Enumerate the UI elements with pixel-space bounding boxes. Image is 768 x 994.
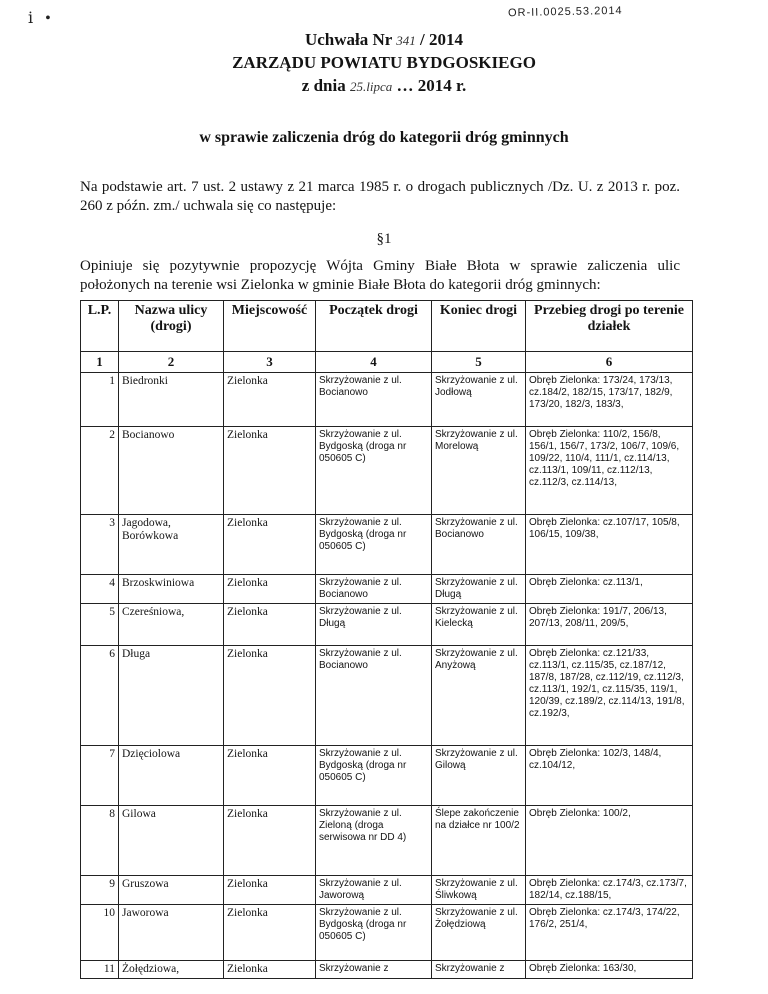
resolution-subject: w sprawie zaliczenia dróg do kategorii dróg gminnych <box>199 129 569 146</box>
row-lp: 11 <box>81 961 119 979</box>
row-street-name: Jagodowa, Borówkowa <box>119 515 224 575</box>
table-row <box>81 905 693 961</box>
row-street-name: Czereśniowa, <box>119 604 224 646</box>
row-road-end: Skrzyżowanie z ul. Śliwkową <box>432 876 526 905</box>
row-lp: 1 <box>81 373 119 427</box>
date-prefix: z dnia <box>301 76 346 95</box>
row-plots: Obręb Zielonka: 102/3, 148/4, cz.104/12, <box>526 746 693 806</box>
header-locality: Miejscowość <box>224 301 316 352</box>
row-plots: Obręb Zielonka: cz.113/1, <box>526 575 693 604</box>
legal-basis: Na podstawie art. 7 ust. 2 ustawy z 21 marca 1985 r. o drogach publicznych /Dz. U. z 2013 r. poz. 260 z późn. zm./ uchwala się co następuje: <box>80 179 680 214</box>
row-plots: Obręb Zielonka: cz.174/3, 174/22, 176/2, 251/4, <box>526 905 693 961</box>
row-plots: Obręb Zielonka: 173/24, 173/13, cz.184/2, 182/15, 173/17, 182/9, 173/20, 182/3, 183/3, <box>526 373 693 427</box>
table-row <box>81 575 693 604</box>
row-road-start: Skrzyżowanie z ul. Zieloną (droga serwisowa nr DD 4) <box>316 806 432 876</box>
table-header-row <box>81 301 693 352</box>
row-locality: Zielonka <box>224 746 316 806</box>
row-locality: Zielonka <box>224 905 316 961</box>
row-road-end: Skrzyżowanie z ul. Jodłową <box>432 373 526 427</box>
header-plots: Przebieg drogi po terenie działek <box>526 301 693 352</box>
row-lp: 10 <box>81 905 119 961</box>
column-number: 4 <box>316 352 432 373</box>
row-lp: 7 <box>81 746 119 806</box>
table-row <box>81 373 693 427</box>
table-row <box>81 646 693 746</box>
date-suffix: … 2014 r. <box>396 76 467 95</box>
table-row <box>81 746 693 806</box>
column-number: 6 <box>526 352 693 373</box>
row-lp: 2 <box>81 427 119 515</box>
row-road-end: Skrzyżowanie z <box>432 961 526 979</box>
row-plots: Obręb Zielonka: 163/30, <box>526 961 693 979</box>
row-locality: Zielonka <box>224 646 316 746</box>
row-street-name: Dzięciolowa <box>119 746 224 806</box>
row-locality: Zielonka <box>224 604 316 646</box>
roads-table <box>80 300 693 979</box>
row-street-name: Długa <box>119 646 224 746</box>
row-road-end: Skrzyżowanie z ul. Bocianowo <box>432 515 526 575</box>
row-lp: 8 <box>81 806 119 876</box>
row-road-start: Skrzyżowanie z ul. Bocianowo <box>316 575 432 604</box>
table-row <box>81 961 693 979</box>
row-road-start: Skrzyżowanie z ul. Bocianowo <box>316 646 432 746</box>
row-street-name: Jaworowa <box>119 905 224 961</box>
row-locality: Zielonka <box>224 373 316 427</box>
row-road-start: Skrzyżowanie z ul. Bocianowo <box>316 373 432 427</box>
row-street-name: Brzoskwiniowa <box>119 575 224 604</box>
row-road-end: Ślepe zakończenie na działce nr 100/2 <box>432 806 526 876</box>
row-locality: Zielonka <box>224 961 316 979</box>
row-plots: Obręb Zielonka: cz.107/17, 105/8, 106/15, 109/38, <box>526 515 693 575</box>
header-street-name: Nazwa ulicy (drogi) <box>119 301 224 352</box>
header-lp: L.P. <box>81 301 119 352</box>
row-street-name: Bocianowo <box>119 427 224 515</box>
section-marker: §1 <box>376 231 392 247</box>
row-plots: Obręb Zielonka: 110/2, 156/8, 156/1, 156/7, 173/2, 106/7, 109/6, 109/22, 110/4, 111/1, cz.114/13, cz.113/1, 109/11, cz.112/13, cz.112/3, cz.114/13, <box>526 427 693 515</box>
table-row <box>81 806 693 876</box>
row-lp: 4 <box>81 575 119 604</box>
table-row <box>81 515 693 575</box>
row-plots: Obręb Zielonka: cz.174/3, cz.173/7, 182/14, cz.188/15, <box>526 876 693 905</box>
date-handwritten: 25.lipca <box>349 79 393 94</box>
table-row <box>81 427 693 515</box>
row-road-end: Skrzyżowanie z ul. Gilową <box>432 746 526 806</box>
scan-marks: ⅰ • <box>28 10 51 27</box>
opinion-text: Opiniuje się pozytywnie propozycję Wójta Gminy Białe Błota w sprawie zaliczenia ulic położonych na terenie wsi Zielonka w gminie Białe Błota do kategorii dróg gminnych: <box>80 258 680 293</box>
row-road-end: Skrzyżowanie z ul. Długą <box>432 575 526 604</box>
column-number: 1 <box>81 352 119 373</box>
table-row <box>81 604 693 646</box>
resolution-label: Uchwała Nr <box>304 30 393 49</box>
row-road-start: Skrzyżowanie z <box>316 961 432 979</box>
row-street-name: Biedronki <box>119 373 224 427</box>
row-locality: Zielonka <box>224 876 316 905</box>
reference-number: OR-II.0025.53.2014 <box>507 4 623 20</box>
row-locality: Zielonka <box>224 515 316 575</box>
row-road-end: Skrzyżowanie z ul. Morelową <box>432 427 526 515</box>
row-road-start: Skrzyżowanie z ul. Jaworową <box>316 876 432 905</box>
row-lp: 3 <box>81 515 119 575</box>
header-road-start: Początek drogi <box>316 301 432 352</box>
row-locality: Zielonka <box>224 806 316 876</box>
row-lp: 9 <box>81 876 119 905</box>
row-road-end: Skrzyżowanie z ul. Żołędziową <box>432 905 526 961</box>
row-plots: Obręb Zielonka: 191/7, 206/13, 207/13, 208/11, 209/5, <box>526 604 693 646</box>
column-number: 2 <box>119 352 224 373</box>
row-lp: 6 <box>81 646 119 746</box>
resolution-year: / 2014 <box>420 30 464 49</box>
resolution-date <box>0 76 768 96</box>
row-road-end: Skrzyżowanie z ul. Anyżową <box>432 646 526 746</box>
header-road-end: Koniec drogi <box>432 301 526 352</box>
column-number: 3 <box>224 352 316 373</box>
board-name: ZARZĄDU POWIATU BYDGOSKIEGO <box>232 53 536 72</box>
row-locality: Zielonka <box>224 427 316 515</box>
row-locality: Zielonka <box>224 575 316 604</box>
row-road-end: Skrzyżowanie z ul. Kielecką <box>432 604 526 646</box>
row-street-name: Gruszowa <box>119 876 224 905</box>
resolution-title <box>0 30 768 50</box>
resolution-number-handwritten: 341 <box>396 33 416 48</box>
column-number: 5 <box>432 352 526 373</box>
row-road-start: Skrzyżowanie z ul. Bydgoską (droga nr 050605 C) <box>316 905 432 961</box>
row-road-start: Skrzyżowanie z ul. Bydgoską (droga nr 050605 C) <box>316 427 432 515</box>
column-number-row <box>81 352 693 373</box>
row-road-start: Skrzyżowanie z ul. Bydgoską (droga nr 050605 C) <box>316 515 432 575</box>
row-street-name: Gilowa <box>119 806 224 876</box>
row-plots: Obręb Zielonka: cz.121/33, cz.113/1, cz.115/35, cz.187/12, 187/8, 187/28, cz.112/19, cz.112/3, cz.113/1, 192/1, cz.115/35, 119/1, 120/39, cz.189/2, cz.114/13, 191/8, cz.192/3, <box>526 646 693 746</box>
table-row <box>81 876 693 905</box>
row-plots: Obręb Zielonka: 100/2, <box>526 806 693 876</box>
row-road-start: Skrzyżowanie z ul. Długą <box>316 604 432 646</box>
row-lp: 5 <box>81 604 119 646</box>
row-road-start: Skrzyżowanie z ul. Bydgoską (droga nr 050605 C) <box>316 746 432 806</box>
row-street-name: Żołędziowa, <box>119 961 224 979</box>
